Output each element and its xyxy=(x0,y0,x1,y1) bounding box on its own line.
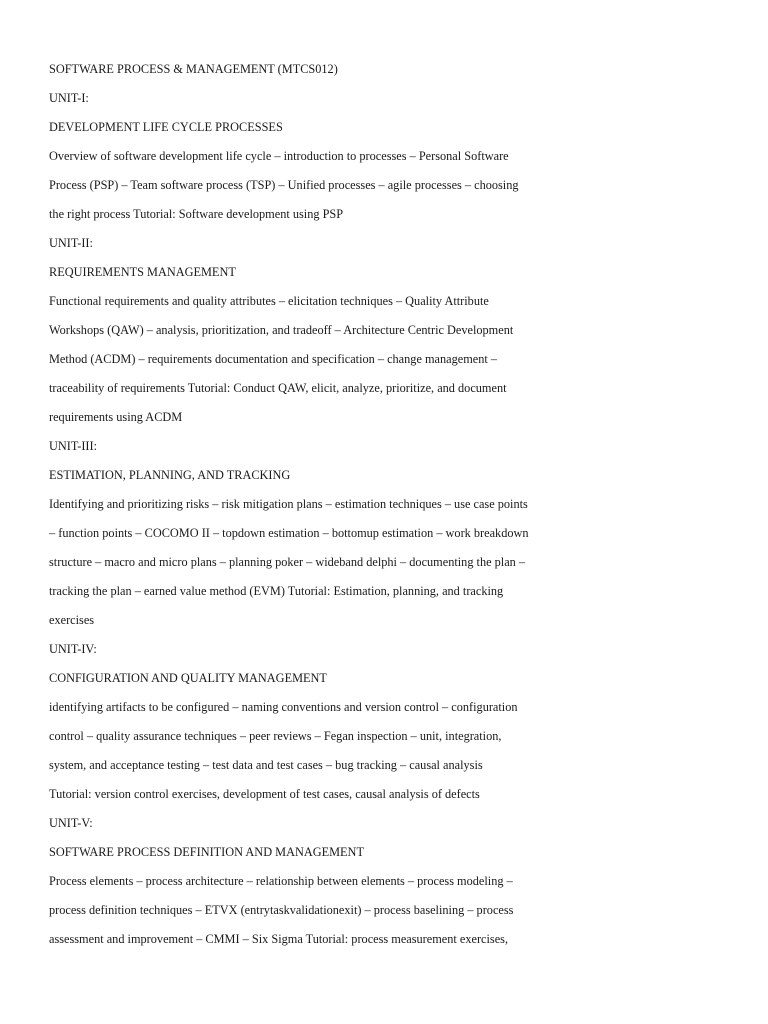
unit-4-heading: UNIT-IV: xyxy=(49,642,97,656)
unit-4-body-line: control – quality assurance techniques – peer reviews – Fegan inspection – unit, integration, xyxy=(49,729,502,743)
unit-1-heading: UNIT-I: xyxy=(49,91,89,105)
unit-2-body-line: Functional requirements and quality attributes – elicitation techniques – Quality Attribute xyxy=(49,294,489,308)
unit-4-body-line: system, and acceptance testing – test data and test cases – bug tracking – causal analysis xyxy=(49,758,483,772)
unit-3-body-line: Identifying and prioritizing risks – risk mitigation plans – estimation techniques – use case points xyxy=(49,497,528,511)
unit-3-body-line: exercises xyxy=(49,613,95,627)
unit-2-body-line: traceability of requirements Tutorial: Conduct QAW, elicit, analyze, prioritize, and document xyxy=(49,381,507,395)
unit-2-body-line: requirements using ACDM xyxy=(49,410,183,424)
unit-2-body-line: Method (ACDM) – requirements documentation and specification – change management – xyxy=(49,352,498,366)
document-title: SOFTWARE PROCESS & MANAGEMENT (MTCS012) xyxy=(49,62,338,76)
unit-5-heading: UNIT-V: xyxy=(49,816,93,830)
unit-3-body-line: structure – macro and micro plans – planning poker – wideband delphi – documenting the plan – xyxy=(49,555,526,569)
unit-1-body-line: Process (PSP) – Team software process (TSP) – Unified processes – agile processes – choosing xyxy=(49,178,519,192)
unit-2-title: REQUIREMENTS MANAGEMENT xyxy=(49,265,236,279)
unit-3-heading: UNIT-III: xyxy=(49,439,98,453)
unit-1-body-line: the right process Tutorial: Software development using PSP xyxy=(49,207,344,221)
unit-2-heading: UNIT-II: xyxy=(49,236,93,250)
unit-2-body-line: Workshops (QAW) – analysis, prioritization, and tradeoff – Architecture Centric Development xyxy=(49,323,514,337)
unit-5-title: SOFTWARE PROCESS DEFINITION AND MANAGEMENT xyxy=(49,845,364,859)
unit-1-body-line: Overview of software development life cycle – introduction to processes – Personal Software xyxy=(49,149,509,163)
unit-4-title: CONFIGURATION AND QUALITY MANAGEMENT xyxy=(49,671,327,685)
unit-1-title: DEVELOPMENT LIFE CYCLE PROCESSES xyxy=(49,120,283,134)
unit-3-body-line: – function points – COCOMO II – topdown estimation – bottomup estimation – work breakdown xyxy=(49,526,529,540)
unit-4-body-line: identifying artifacts to be configured – naming conventions and version control – configuration xyxy=(49,700,518,714)
unit-5-body-line: Process elements – process architecture – relationship between elements – process modeling – xyxy=(49,874,513,888)
unit-3-body-line: tracking the plan – earned value method (EVM) Tutorial: Estimation, planning, and tracking xyxy=(49,584,504,598)
unit-3-title: ESTIMATION, PLANNING, AND TRACKING xyxy=(49,468,291,482)
unit-5-body-line: process definition techniques – ETVX (entrytaskvalidationexit) – process baselining – process xyxy=(49,903,514,917)
unit-4-body-line: Tutorial: version control exercises, development of test cases, causal analysis of defects xyxy=(49,787,480,801)
unit-5-body-line: assessment and improvement – CMMI – Six Sigma Tutorial: process measurement exercises, xyxy=(49,932,509,946)
